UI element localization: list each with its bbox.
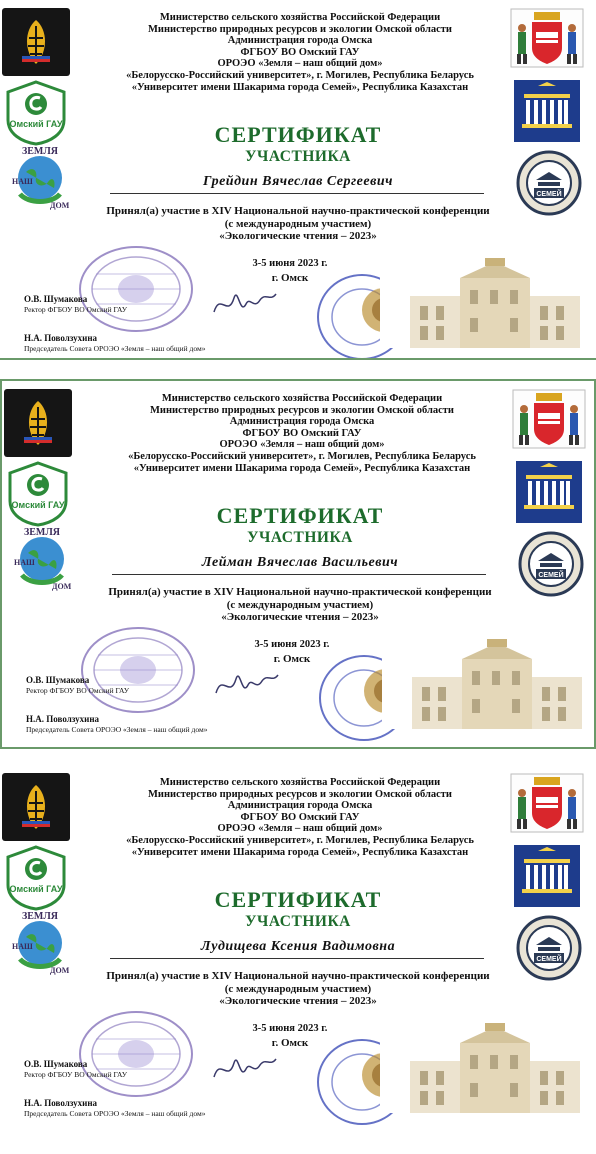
- svg-text:ДОМ: ДОМ: [52, 582, 72, 591]
- org-line: «Белорусско-Российский университет», г. Могилев, Республика Беларусь: [126, 834, 474, 846]
- omsk-coat-of-arms: [512, 389, 586, 449]
- svg-text:ЗЕМЛЯ: ЗЕМЛЯ: [21, 911, 59, 922]
- event-city: г. Омск: [271, 272, 309, 284]
- signer1-title: Ректор ФГБОУ ВО Омский ГАУ: [24, 305, 128, 314]
- gau-logo-text: Омский ГАУ: [9, 119, 63, 129]
- org-line: ФГБОУ ВО Омский ГАУ: [240, 811, 360, 823]
- certificate-1: [0, 0, 596, 360]
- event-date: 3-5 июня 2023 г.: [252, 1023, 328, 1034]
- signer1-title: Ректор ФГБОУ ВО Омский ГАУ: [24, 1070, 128, 1079]
- participation-text: [30, 205, 566, 243]
- org-line: «Белорусско-Российский университет», г. Могилев, Республика Беларусь: [126, 69, 474, 81]
- participation-line: Принял(а) участие в XIV Национальной научно-практической конференции: [108, 586, 492, 598]
- participation-line: (с международным участием): [224, 217, 372, 230]
- org-line: Министерство сельского хозяйства Российской Федерации: [159, 777, 441, 788]
- name-underline: [110, 193, 484, 194]
- rector-signature: [210, 1047, 280, 1087]
- signer2-title: Председатель Совета ОРОЭО «Земля – наш общий дом»: [26, 725, 208, 734]
- participation-line: «Экологические чтения – 2023»: [221, 611, 379, 623]
- event-date: 3-5 июня 2023 г.: [254, 639, 330, 650]
- org-line: «Университет имени Шакарима города Семей», Республика Казахстан: [131, 846, 469, 858]
- rector-signature: [212, 663, 282, 703]
- org-line: Министерство природных ресурсов и экологии Омской области: [148, 23, 452, 35]
- signer2-name: Н.А. Поволзухина: [26, 714, 100, 724]
- org-line: ОРОЭО «Земля – наш общий дом»: [217, 823, 383, 835]
- org-line: Министерство природных ресурсов и экологии Омской области: [148, 788, 452, 800]
- signer1-name: О.В. Шумакова: [24, 1059, 88, 1069]
- certificate-subtitle: УЧАСТНИКА: [247, 529, 353, 546]
- gau-logo-text: Омский ГАУ: [9, 884, 63, 894]
- omsk-coat-of-arms: [510, 8, 584, 68]
- org-line: Министерство сельского хозяйства Российской Федерации: [161, 393, 443, 404]
- org-line: «Университет имени Шакарима города Семей», Республика Казахстан: [133, 462, 471, 474]
- svg-text:ДОМ: ДОМ: [50, 201, 70, 210]
- minselhoz-logo: [4, 389, 72, 457]
- org-line: Министерство сельского хозяйства Российской Федерации: [159, 12, 441, 23]
- org-line: ОРОЭО «Земля – наш общий дом»: [219, 439, 385, 451]
- organizers-block: [100, 12, 500, 93]
- semey-logo-text: СЕМЕЙ: [538, 572, 564, 579]
- omsk-coat-of-arms: [510, 773, 584, 833]
- certificate-subtitle: УЧАСТНИКА: [245, 913, 351, 930]
- org-line: ФГБОУ ВО Омский ГАУ: [242, 427, 362, 439]
- participation-text: [30, 970, 566, 1008]
- name-underline: [110, 958, 484, 959]
- participant-name: Лейман Вячеслав Васильевич: [201, 555, 399, 570]
- svg-text:НАШ: НАШ: [12, 177, 33, 186]
- event-city: г. Омск: [271, 1037, 309, 1049]
- signer2-name: Н.А. Поволзухина: [24, 1098, 98, 1108]
- omsk-gau-building-image: [380, 256, 592, 348]
- certificate-2: [0, 379, 596, 749]
- org-line: «Белорусско-Российский университет», г. Могилев, Республика Беларусь: [128, 450, 476, 462]
- omsk-gau-building-image: [380, 1021, 592, 1113]
- certificate-title: СЕРТИФИКАТ: [214, 887, 382, 912]
- rector-signature: [210, 282, 280, 322]
- certificate-subtitle: УЧАСТНИКА: [245, 148, 351, 165]
- signer1-title: Ректор ФГБОУ ВО Омский ГАУ: [26, 686, 130, 695]
- omsk-gau-building-image: [382, 637, 594, 729]
- signer2-title: Председатель Совета ОРОЭО «Земля – наш общий дом»: [24, 1109, 206, 1118]
- organizers-block: [102, 393, 502, 474]
- organizers-block: [100, 777, 500, 858]
- svg-text:НАШ: НАШ: [14, 558, 35, 567]
- org-line: ФГБОУ ВО Омский ГАУ: [240, 46, 360, 58]
- org-line: Администрация города Омска: [227, 800, 373, 812]
- org-line: «Университет имени Шакарима города Семей», Республика Казахстан: [131, 81, 469, 93]
- minselhoz-logo: [2, 773, 70, 841]
- event-city: г. Омск: [273, 653, 311, 665]
- certificate-3: [0, 765, 596, 1154]
- participation-line: «Экологические чтения – 2023»: [219, 995, 377, 1007]
- svg-text:ЗЕМЛЯ: ЗЕМЛЯ: [21, 146, 59, 157]
- semey-logo-text: СЕМЕЙ: [536, 191, 562, 198]
- participation-line: (с международным участием): [226, 598, 374, 611]
- svg-text:ЗЕМЛЯ: ЗЕМЛЯ: [23, 527, 61, 538]
- participation-line: Принял(а) участие в XIV Национальной научно-практической конференции: [106, 205, 490, 217]
- org-line: ОРОЭО «Земля – наш общий дом»: [217, 58, 383, 70]
- gau-logo-text: Омский ГАУ: [11, 500, 65, 510]
- signer2-name: Н.А. Поволзухина: [24, 333, 98, 343]
- name-underline: [112, 574, 486, 575]
- org-line: Администрация города Омска: [229, 416, 375, 428]
- certificate-title: СЕРТИФИКАТ: [214, 122, 382, 147]
- signer2-title: Председатель Совета ОРОЭО «Земля – наш общий дом»: [24, 344, 206, 353]
- university-stamp: [78, 625, 198, 715]
- org-line: Министерство природных ресурсов и экологии Омской области: [150, 404, 454, 416]
- university-stamp: [76, 1009, 196, 1099]
- participation-line: Принял(а) участие в XIV Национальной научно-практической конференции: [106, 970, 490, 982]
- org-line: Администрация города Омска: [227, 35, 373, 47]
- certificate-title: СЕРТИФИКАТ: [216, 503, 384, 528]
- event-date: 3-5 июня 2023 г.: [252, 258, 328, 269]
- participation-text: [32, 586, 568, 624]
- signer1-name: О.В. Шумакова: [24, 294, 88, 304]
- signer1-name: О.В. Шумакова: [26, 675, 90, 685]
- university-stamp: [76, 244, 196, 334]
- participation-line: «Экологические чтения – 2023»: [219, 230, 377, 242]
- svg-text:ДОМ: ДОМ: [50, 966, 70, 975]
- semey-logo-text: СЕМЕЙ: [536, 956, 562, 963]
- participation-line: (с международным участием): [224, 982, 372, 995]
- participant-name: Грейдин Вячеслав Сергеевич: [203, 174, 393, 189]
- participant-name: Лудищева Ксения Вадимовна: [200, 939, 396, 954]
- svg-text:НАШ: НАШ: [12, 942, 33, 951]
- minselhoz-logo: [2, 8, 70, 76]
